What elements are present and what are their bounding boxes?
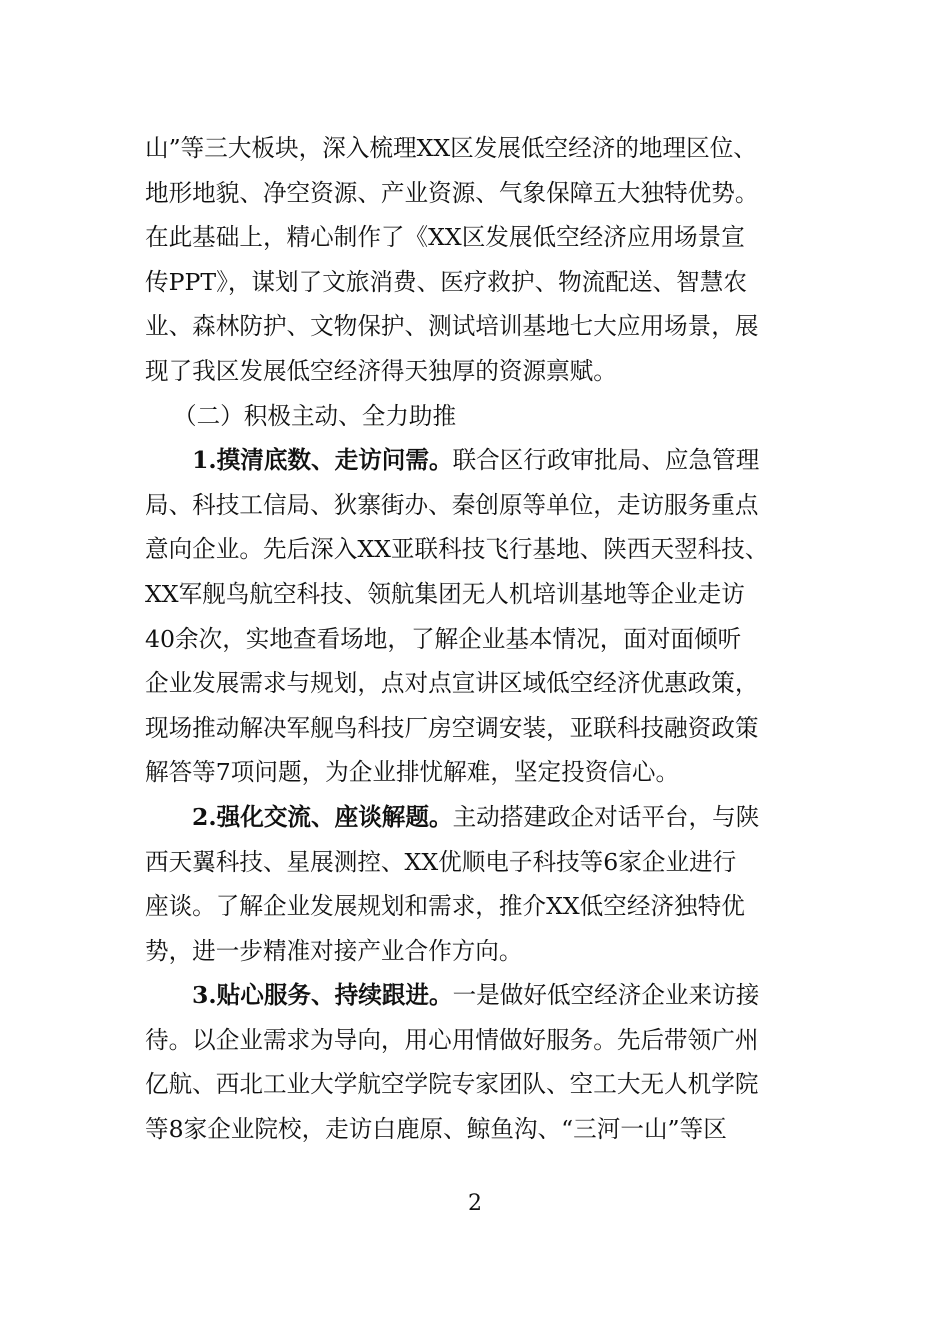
item-text: 主动搭建政企对话平台，与陕 [452,802,760,831]
item-first-line [145,973,810,1018]
item-first-line [145,795,810,840]
item-title: 2.强化交流、座谈解题。 [192,802,453,831]
item-paragraph-2 [145,795,810,973]
section-heading: （二）积极主动、全力助推 [173,401,457,430]
item-first-line [145,438,810,483]
text-line: 等8家企业院校，走访白鹿原、鲸鱼沟、“三河一山”等区 [145,1115,727,1144]
text-line: XX军舰鸟航空科技、领航集团无人机培训基地等企业走访 [145,579,745,608]
text-line: 业、森林防护、文物保护、测试培训基地七大应用场景，展 [145,312,759,341]
text-line: 地形地貌、净空资源、产业资源、气象保障五大独特优势。 [145,178,759,207]
text-line: 传PPT》，谋划了文旅消费、医疗救护、物流配送、智慧农 [145,267,747,296]
text-line: 意向企业。先后深入XX亚联科技飞行基地、陕西天翌科技、 [145,535,769,564]
item-title: 1.摸清底数、走访问需。 [192,446,453,475]
text-line: 亿航、西北工业大学航空学院专家团队、空工大无人机学院 [145,1070,759,1099]
text-line: 山”等三大板块，深入梳理XX区发展低空经济的地理区位、 [145,134,757,162]
document-body [145,126,810,1152]
text-line: 现了我区发展低空经济得天独厚的资源禀赋。 [145,356,617,385]
text-line: 势，进一步精准对接产业合作方向。 [145,936,523,965]
item-text: 一是做好低空经济企业来访接 [452,981,760,1010]
text-line: 现场推动解决军舰鸟科技厂房空调安装，亚联科技融资政策 [145,713,759,742]
item-title: 3.贴心服务、持续跟进。 [192,981,453,1010]
text-line: 解答等7项问题，为企业排忧解难，坚定投资信心。 [145,758,680,787]
text-line: 40余次，实地查看场地，了解企业基本情况，面对面倾听 [145,624,742,653]
item-text: 联合区行政审批局、应急管理 [452,446,760,475]
text-line: 在此基础上，精心制作了《XX区发展低空经济应用场景宣 [145,223,745,252]
text-line: 企业发展需求与规划，点对点宣讲区域低空经济优惠政策， [145,669,759,698]
text-line: 座谈。了解企业发展规划和需求，推介XX低空经济独特优 [145,892,745,921]
paragraph-continuation [145,126,810,394]
text-line: 西天翼科技、星展测控、XX优顺电子科技等6家企业进行 [145,847,737,876]
page-number: 2 [468,1191,482,1216]
text-line: 待。以企业需求为导向，用心用情做好服务。先后带领广州 [145,1025,759,1054]
item-paragraph-1 [145,438,810,795]
item-paragraph-3 [145,973,810,1151]
text-line: 局、科技工信局、狄寨街办、秦创原等单位，走访服务重点 [145,490,759,519]
